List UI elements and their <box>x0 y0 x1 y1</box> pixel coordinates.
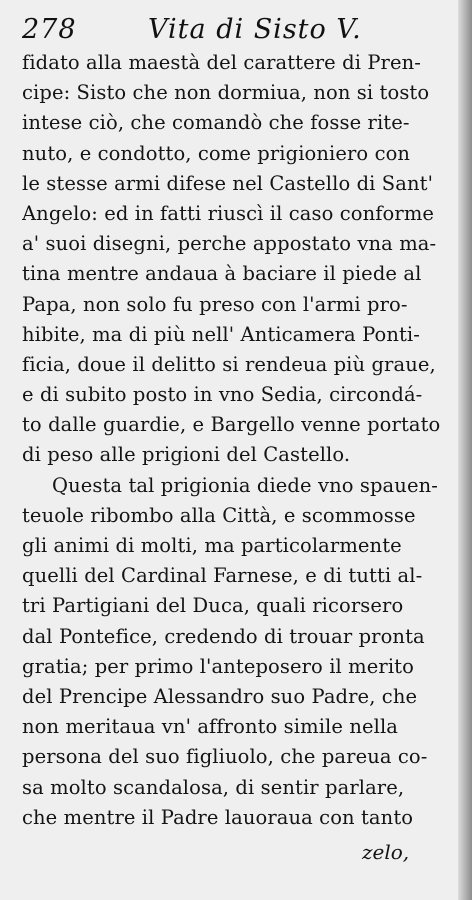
text-line: cipe: Sisto che non dormiua, non si tosto <box>22 81 430 105</box>
page-gutter-shadow <box>458 0 472 900</box>
text-line: che mentre il Padre lauoraua con tanto <box>22 805 414 829</box>
text-line: quelli del Cardinal Farnese, e di tutti al- <box>22 564 423 588</box>
text-line: to dalle guardie, e Bargello venne portato <box>22 413 441 437</box>
text-line: persona del suo figliuolo, che pareua co- <box>22 745 428 769</box>
text-line: gratia; per primo l'anteposero il merito <box>22 654 414 678</box>
text-line: Angelo: ed in fatti riuscì il caso conforme <box>22 201 435 225</box>
text-line: di peso alle prigioni del Castello. <box>22 443 351 467</box>
catchword: zelo, <box>362 840 410 864</box>
text-line: le stesse armi difese nel Castello di Sant' <box>22 171 434 195</box>
text-line: nuto, e condotto, come prigioniero con <box>22 141 411 165</box>
text-line: sa molto scandalosa, di sentir parlare, <box>22 775 405 799</box>
text-line: tri Partigiani del Duca, quali ricorsero <box>22 594 404 618</box>
text-line: teuole ribombo alla Città, e scommosse <box>22 503 416 527</box>
text-line: hibite, ma di più nell' Anticamera Ponti- <box>22 322 420 346</box>
text-line: fidato alla maestà del carattere di Pren- <box>22 51 421 74</box>
text-line: ficia, doue il delitto si rendeua più graue, <box>22 352 436 376</box>
page-header <box>22 14 442 48</box>
text-line: dal Pontefice, credendo di trouar pronta <box>22 624 425 648</box>
text-line: a' suoi disegni, perche appostato vna ma- <box>22 232 437 256</box>
body-text <box>22 48 442 833</box>
text-line: del Prencipe Alessandro suo Padre, che <box>22 684 418 708</box>
text-line: Papa, non solo fu preso con l'armi pro- <box>22 292 408 316</box>
text-line: Questa tal prigionia diede vno spauen- <box>52 473 438 497</box>
running-head: Vita di Sisto V. <box>148 14 362 45</box>
text-line: non meritaua vn' affronto simile nella <box>22 715 399 739</box>
text-line: gli animi di molti, ma particolarmente <box>22 534 402 557</box>
page-number: 278 <box>22 14 77 45</box>
text-line: tina mentre andaua à baciare il piede al <box>22 262 422 286</box>
text-line: intese ciò, che comandò che fosse rite- <box>22 111 410 135</box>
text-line: e di subito posto in vno Sedia, circondá- <box>22 383 423 407</box>
